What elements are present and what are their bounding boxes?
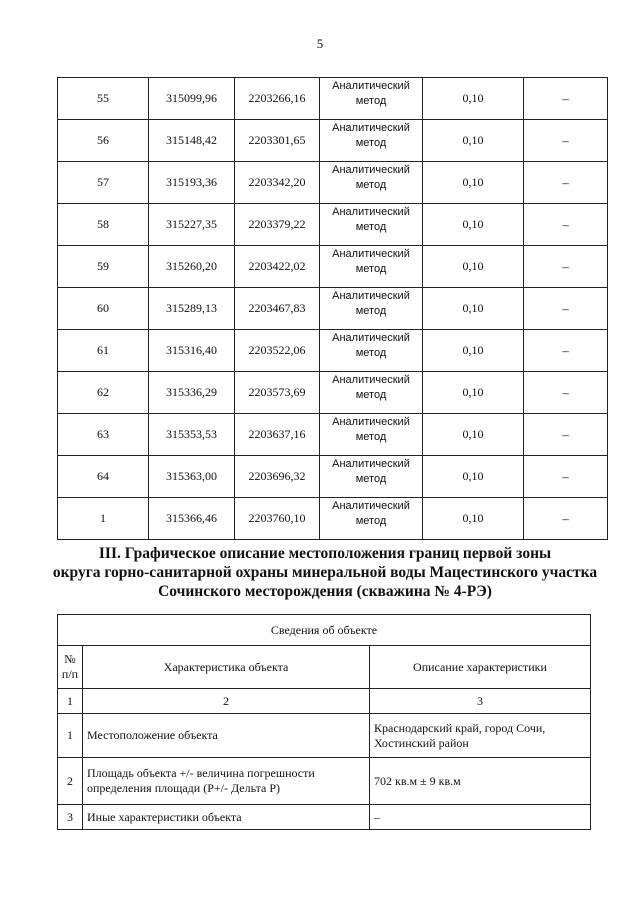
point-number: 57 <box>58 162 149 204</box>
accuracy: 0,10 <box>423 120 524 162</box>
method-line: метод <box>355 179 387 191</box>
table-row <box>58 330 608 372</box>
method-line: метод <box>355 263 387 275</box>
boundary-coordinates-table <box>57 77 608 540</box>
col-number-header-line: п/п <box>61 667 79 681</box>
coord-x: 315148,42 <box>149 120 235 162</box>
text-line: определения площади (Р+/- Дельта Р) <box>87 781 281 795</box>
table-row <box>58 246 608 288</box>
determination-method <box>320 288 423 330</box>
coord-y: 2203637,16 <box>235 414 320 456</box>
row-characteristic <box>83 758 370 805</box>
coord-y: 2203760,10 <box>235 498 320 540</box>
note: – <box>524 246 608 288</box>
section-title-line: III. Графическое описание местоположения границ первой зоны <box>98 545 552 562</box>
col-index: 1 <box>58 689 83 714</box>
text-line: Иные характеристики объекта <box>87 809 242 824</box>
text-line: 702 кв.м ± 9 кв.м <box>374 773 461 788</box>
coord-y: 2203266,16 <box>235 78 320 120</box>
table-row <box>58 120 608 162</box>
point-number: 64 <box>58 456 149 498</box>
accuracy: 0,10 <box>423 204 524 246</box>
method-line: Аналитический <box>332 500 410 512</box>
coord-y: 2203696,32 <box>235 456 320 498</box>
point-number: 62 <box>58 372 149 414</box>
method-line: Аналитический <box>332 164 410 176</box>
col-number-header <box>58 646 83 689</box>
table-row <box>58 758 591 805</box>
note: – <box>524 288 608 330</box>
coord-x: 315366,46 <box>149 498 235 540</box>
method-line: метод <box>355 305 387 317</box>
section-title <box>40 544 610 601</box>
method-line: метод <box>355 389 387 401</box>
method-line: Аналитический <box>332 80 410 92</box>
coord-y: 2203522,06 <box>235 330 320 372</box>
method-line: Аналитический <box>332 416 410 428</box>
method-line: метод <box>355 431 387 443</box>
coord-x: 315289,13 <box>149 288 235 330</box>
point-number: 1 <box>58 498 149 540</box>
accuracy: 0,10 <box>423 246 524 288</box>
row-number: 1 <box>58 714 83 758</box>
coord-x: 315260,20 <box>149 246 235 288</box>
accuracy: 0,10 <box>423 414 524 456</box>
accuracy: 0,10 <box>423 372 524 414</box>
method-line: метод <box>355 95 387 107</box>
note: – <box>524 162 608 204</box>
coord-y: 2203467,83 <box>235 288 320 330</box>
col-index: 2 <box>83 689 370 714</box>
coord-y: 2203422,02 <box>235 246 320 288</box>
accuracy: 0,10 <box>423 78 524 120</box>
note: – <box>524 372 608 414</box>
method-line: метод <box>355 515 387 527</box>
point-number: 56 <box>58 120 149 162</box>
determination-method <box>320 372 423 414</box>
section-title-line: округа горно-санитарной охраны минеральной воды Мацестинского участка <box>52 564 598 581</box>
method-line: Аналитический <box>332 122 410 134</box>
row-description <box>370 714 591 758</box>
accuracy: 0,10 <box>423 288 524 330</box>
col-description-header: Описание характеристики <box>370 646 591 689</box>
coord-x: 315099,96 <box>149 78 235 120</box>
note: – <box>524 414 608 456</box>
accuracy: 0,10 <box>423 498 524 540</box>
col-index: 3 <box>370 689 591 714</box>
text-line: Хостинский район <box>374 735 469 750</box>
note: – <box>524 498 608 540</box>
coord-x: 315193,36 <box>149 162 235 204</box>
determination-method <box>320 456 423 498</box>
table-row <box>58 78 608 120</box>
point-number: 63 <box>58 414 149 456</box>
table-row <box>58 805 591 830</box>
coord-x: 315336,29 <box>149 372 235 414</box>
method-line: метод <box>355 221 387 233</box>
coord-y: 2203573,69 <box>235 372 320 414</box>
method-line: метод <box>355 473 387 485</box>
method-line: Аналитический <box>332 290 410 302</box>
col-number-header-line: № <box>64 652 76 666</box>
row-characteristic <box>83 805 370 830</box>
determination-method <box>320 246 423 288</box>
table-row <box>58 372 608 414</box>
table-row <box>58 714 591 758</box>
point-number: 61 <box>58 330 149 372</box>
note: – <box>524 78 608 120</box>
accuracy: 0,10 <box>423 162 524 204</box>
method-line: Аналитический <box>332 206 410 218</box>
coord-x: 315316,40 <box>149 330 235 372</box>
text-line: Краснодарский край, город Сочи, <box>374 720 546 735</box>
determination-method <box>320 414 423 456</box>
row-description <box>370 805 591 830</box>
row-characteristic <box>83 714 370 758</box>
note: – <box>524 204 608 246</box>
point-number: 59 <box>58 246 149 288</box>
table-row <box>58 288 608 330</box>
coord-y: 2203379,22 <box>235 204 320 246</box>
accuracy: 0,10 <box>423 330 524 372</box>
determination-method <box>320 498 423 540</box>
col-characteristic-header: Характеристика объекта <box>83 646 370 689</box>
row-description <box>370 758 591 805</box>
section-title-line: Сочинского месторождения (скважина № 4-РЭ) <box>158 583 492 600</box>
coord-x: 315227,35 <box>149 204 235 246</box>
text-line: – <box>374 809 380 824</box>
coord-y: 2203301,65 <box>235 120 320 162</box>
table-row <box>58 162 608 204</box>
method-line: Аналитический <box>332 248 410 260</box>
object-info-header: Сведения об объекте <box>58 615 591 646</box>
text-line: Площадь объекта +/- величина погрешности <box>87 766 315 780</box>
determination-method <box>320 120 423 162</box>
determination-method <box>320 330 423 372</box>
note: – <box>524 120 608 162</box>
table-row <box>58 498 608 540</box>
method-line: Аналитический <box>332 458 410 470</box>
determination-method <box>320 162 423 204</box>
method-line: метод <box>355 137 387 149</box>
note: – <box>524 456 608 498</box>
point-number: 58 <box>58 204 149 246</box>
row-number: 2 <box>58 758 83 805</box>
determination-method <box>320 204 423 246</box>
determination-method <box>320 78 423 120</box>
coord-x: 315353,53 <box>149 414 235 456</box>
table-row <box>58 204 608 246</box>
accuracy: 0,10 <box>423 456 524 498</box>
text-line: Местоположение объекта <box>87 728 218 742</box>
object-info-table <box>57 614 591 830</box>
coord-x: 315363,00 <box>149 456 235 498</box>
note: – <box>524 330 608 372</box>
table-row <box>58 414 608 456</box>
coord-y: 2203342,20 <box>235 162 320 204</box>
page-number: 5 <box>316 36 324 51</box>
point-number: 60 <box>58 288 149 330</box>
method-line: Аналитический <box>332 374 410 386</box>
method-line: Аналитический <box>332 332 410 344</box>
table-row <box>58 456 608 498</box>
row-number: 3 <box>58 805 83 830</box>
point-number: 55 <box>58 78 149 120</box>
method-line: метод <box>355 347 387 359</box>
